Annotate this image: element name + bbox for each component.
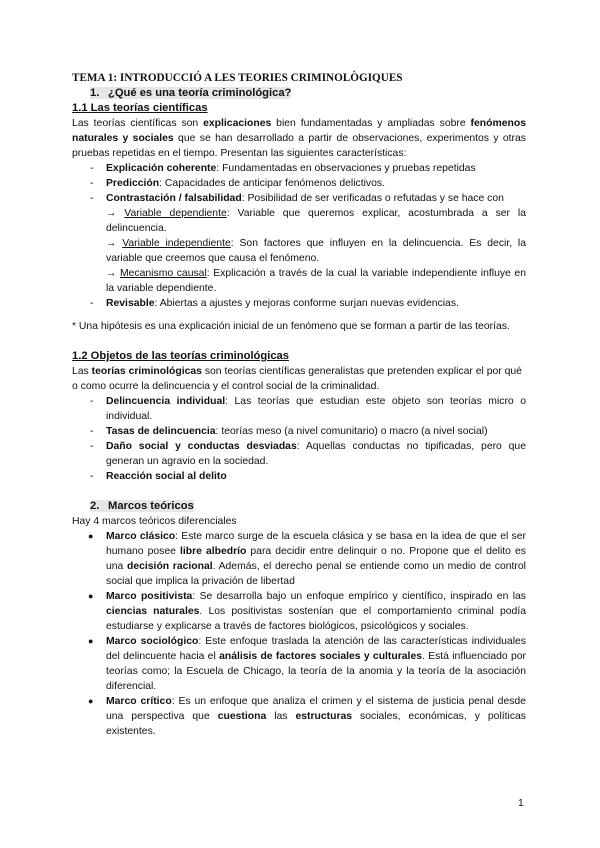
- objects-list: [72, 394, 526, 484]
- list-item: ● Marco positivista: Se desarrolla bajo un enfoque empírico y científico, inspirado en las ciencias naturales. Los positivistas sostenían que el comportamiento criminal podía estudiarse y explicarse a través de factores biológicos, psicológicos y sociales.: [88, 591, 526, 632]
- hypothesis-note: * Una hipótesis es una explicación inicial de un fenómeno que se forman a partir de las teorías.: [72, 321, 510, 332]
- section-2-title: Marcos teóricos: [108, 500, 194, 512]
- subsection-1-1-intro: Las teorías científicas son explicaciones bien fundamentadas y ampliadas sobre fenómenos naturales y sociales que se han desarrollado a partir de observaciones, experimentos y otras pruebas repetidas en el tiempo. Presentan las siguientes características:: [72, 118, 526, 159]
- list-item: - Daño social y conductas desviadas: Aquellas conductas no tipificadas, pero que generan un agravio en la sociedad.: [90, 441, 526, 467]
- page-number: 1: [518, 798, 524, 809]
- section-1-heading: [72, 86, 526, 101]
- bullet-icon: ●: [88, 591, 94, 601]
- list-item: - Reacción social al delito: [90, 471, 227, 482]
- subsection-1-2-heading: 1.2 Objetos de las teorías criminológicas: [72, 350, 289, 362]
- list-item: - Contrastación / falsabilidad: Posibilidad de ser verificadas o refutadas y se hace con: [90, 193, 504, 204]
- characteristics-list: [72, 161, 526, 206]
- subsection-1-2-intro: Las teorías criminológicas son teorías científicas generalistas que pretenden explicar el por qué o como ocurre la delincuencia y el control social de la criminalidad.: [72, 366, 522, 392]
- section-2-number: 2.: [90, 500, 100, 512]
- list-item: - Tasas de delincuencia: teorías meso (a nivel comunitario) o macro (a nivel social): [90, 426, 488, 437]
- bullet-icon: ●: [88, 531, 94, 541]
- section-2-intro: Hay 4 marcos teóricos diferenciales: [72, 516, 237, 527]
- list-item: - Predicción: Capacidades de anticipar fenómenos delictivos.: [90, 178, 385, 189]
- variable-item: → Variable dependiente: Variable que queremos explicar, acostumbrada a ser la delincuencia.: [106, 208, 527, 234]
- list-item: ● Marco clásico: Este marco surge de la escuela clásica y se basa en la idea de que el ser humano posee libre albedrío para decidir entre delinquir o no. Propone que el delito es una decisión racional. Además, el derecho penal se entiende como un medio de control social que implica la privación de libertad: [88, 531, 526, 587]
- section-1-title: ¿Qué es una teoría criminológica?: [108, 87, 292, 99]
- section-1-number: 1.: [90, 87, 100, 99]
- variable-item: → Mecanismo causal: Explicación a través de la cual la variable independiente influye en la variable dependiente.: [106, 268, 526, 294]
- bullet-icon: ●: [88, 636, 94, 646]
- list-item: - Explicación coherente: Fundamentadas en observaciones y pruebas repetidas: [90, 163, 476, 174]
- list-item: - Delincuencia individual: Las teorías que estudian este objeto son teorías micro o individual.: [90, 396, 527, 422]
- variable-item: → Variable independiente: Son factores que influyen en la delincuencia. Es decir, la variable que creemos que causa el fenómeno.: [106, 238, 527, 264]
- list-item: ● Marco crítico: Es un enfoque que analiza el crimen y el sistema de justicia penal desde una perspectiva que cuestiona las estructuras sociales, económicas, y políticas existentes.: [88, 696, 526, 737]
- bullet-icon: ●: [88, 696, 94, 706]
- list-item: ● Marco sociológico: Este enfoque traslada la atención de las características individuales del delincuente hacia el análisis de factores sociales y culturales. Está influenciado por teorías como; la Escuela de Chicago, la teoría de la anomia y la teoría de la asociación diferencial.: [88, 636, 526, 692]
- document-title: TEMA 1: INTRODUCCIÓ A LES TEORIES CRIMINOLÒGIQUES: [72, 72, 403, 84]
- frameworks-list: [72, 529, 526, 739]
- list-item: - Revisable: Abiertas a ajustes y mejoras conforme surjan nuevas evidencias.: [90, 298, 459, 309]
- characteristics-list-end: [72, 296, 526, 311]
- subsection-1-1-heading: 1.1 Las teorías científicas: [72, 102, 208, 114]
- section-2-heading: [72, 499, 526, 514]
- document-page: [72, 70, 526, 739]
